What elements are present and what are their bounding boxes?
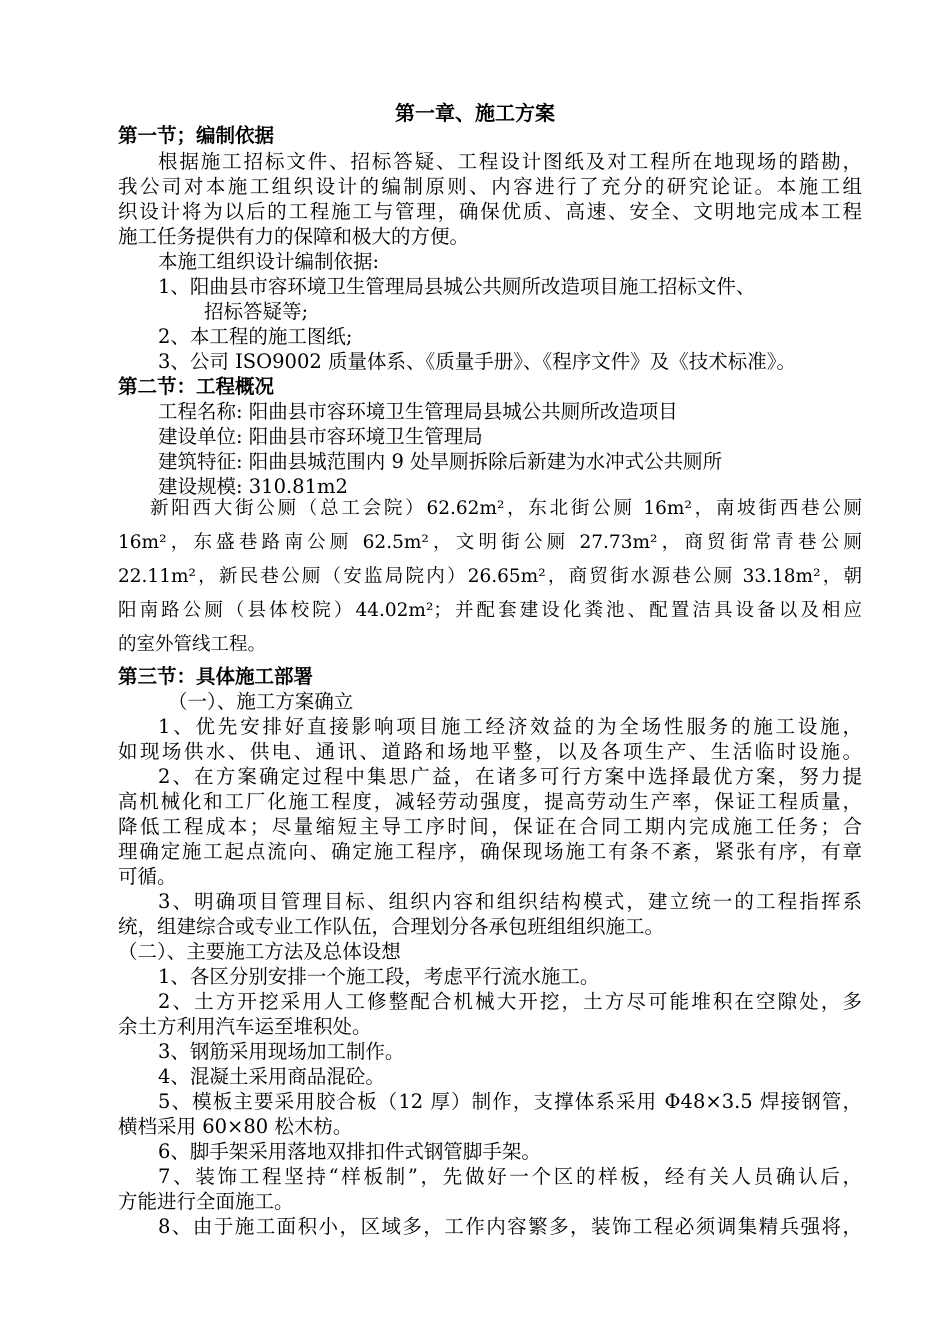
basis-item-3: 3、公司 ISO9002 质量体系、《质量手册》、《程序文件》及《技术标准》。: [158, 350, 796, 373]
project-scale: 建设规模: 310.81m2: [158, 475, 348, 498]
method-item-cont: 横档采用 60×80 松木枋。: [118, 1115, 353, 1138]
method-item-cont: 余土方利用汽车运至堆积处。: [118, 1015, 372, 1038]
paragraph-line: 1、优先安排好直接影响项目施工经济效益的为全场性服务的施工设施，: [158, 715, 862, 738]
project-name: 工程名称: 阳曲县市容环境卫生管理局县城公共厕所改造项目: [158, 400, 678, 423]
scale-detail-line: 16m²，东盛巷路南公厕 62.5m²，文明街公厕 27.73m²，商贸街常青巷公厕: [118, 532, 862, 553]
section2-heading: 第二节：工程概况: [118, 375, 275, 398]
basis-intro: 本施工组织设计编制依据:: [158, 250, 380, 273]
section1-heading: 第一节；编制依据: [118, 124, 275, 147]
method-item: 4、混凝土采用商品混砼。: [158, 1065, 385, 1088]
method-item: 1、各区分别安排一个施工段，考虑平行流水施工。: [158, 965, 600, 988]
basis-item-2: 2、本工程的施工图纸;: [158, 325, 353, 348]
paragraph-line: 2、在方案确定过程中集思广益，在诸多可行方案中选择最优方案，努力提: [158, 765, 862, 788]
method-item: 2、土方开挖采用人工修整配合机械大开挖，土方尽可能堆积在空隙处，多: [158, 990, 862, 1013]
basis-item-1-cont: 招标答疑等;: [204, 300, 309, 323]
method-item: 6、脚手架采用落地双排扣件式钢管脚手架。: [158, 1140, 541, 1163]
subsection-heading: （一）、施工方案确立: [168, 690, 354, 713]
method-item-cont: 方能进行全面施工。: [118, 1190, 294, 1213]
basis-item-1: 1、阳曲县市容环境卫生管理局县城公共厕所改造项目施工招标文件、: [158, 275, 756, 298]
method-item: 3、钢筋采用现场加工制作。: [158, 1040, 405, 1063]
paragraph-line: 降低工程成本；尽量缩短主导工序时间，保证在合同工期内完成施工任务；合: [118, 815, 862, 838]
paragraph-line: 3、明确项目管理目标、组织内容和组织结构模式，建立统一的工程指挥系: [158, 890, 862, 913]
paragraph-line: 施工任务提供有力的保障和极大的方便。: [118, 225, 470, 248]
project-owner: 建设单位: 阳曲县市容环境卫生管理局: [158, 425, 483, 448]
paragraph-line: 理确定施工起点流向、确定施工程序，确保现场施工有条不紊，紧张有序，有章: [118, 840, 862, 863]
section3-heading: 第三节：具体施工部署: [118, 665, 314, 688]
scale-detail-line: 22.11m²，新民巷公厕（安监局院内）26.65m²，商贸街水源巷公厕 33.18m²，朝: [118, 566, 862, 587]
method-item: 7、装饰工程坚持“样板制”，先做好一个区的样板，经有关人员确认后，: [158, 1165, 862, 1188]
subsection-heading: （二）、主要施工方法及总体设想: [118, 940, 401, 963]
chapter-title: 第一章、施工方案: [395, 101, 555, 125]
scale-detail-line: 新阳西大街公厕（总工会院）62.62m²，东北街公厕 16m²，南坡街西巷公厕: [150, 498, 862, 519]
paragraph-line: 我公司对本施工组织设计的编制原则、内容进行了充分的研究论证。本施工组: [118, 175, 862, 198]
paragraph-line: 如现场供水、供电、通讯、道路和场地平整，以及各项生产、生活临时设施。: [118, 740, 862, 763]
paragraph-line: 可循。: [118, 865, 177, 888]
scale-detail-line: 阳南路公厕（县体校院）44.02m²；并配套建设化粪池、配置洁具设备以及相应: [118, 600, 862, 621]
paragraph-line: 根据施工招标文件、招标答疑、工程设计图纸及对工程所在地现场的踏勘，: [158, 150, 862, 173]
scale-detail-line: 的室外管线工程。: [118, 634, 267, 655]
method-item: 8、由于施工面积小，区域多，工作内容繁多，装饰工程必须调集精兵强将，: [158, 1215, 862, 1238]
paragraph-line: 统，组建综合或专业工作队伍，合理划分各承包班组组织施工。: [118, 915, 665, 938]
method-item: 5、模板主要采用胶合板（12 厚）制作，支撑体系采用 Φ48×3.5 焊接钢管，: [158, 1090, 862, 1113]
paragraph-line: 高机械化和工厂化施工程度，减轻劳动强度，提高劳动生产率，保证工程质量，: [118, 790, 862, 813]
project-feature: 建筑特征: 阳曲县城范围内 9 处旱厕拆除后新建为水冲式公共厕所: [158, 450, 723, 473]
paragraph-line: 织设计将为以后的工程施工与管理，确保优质、高速、安全、文明地完成本工程: [118, 200, 862, 223]
